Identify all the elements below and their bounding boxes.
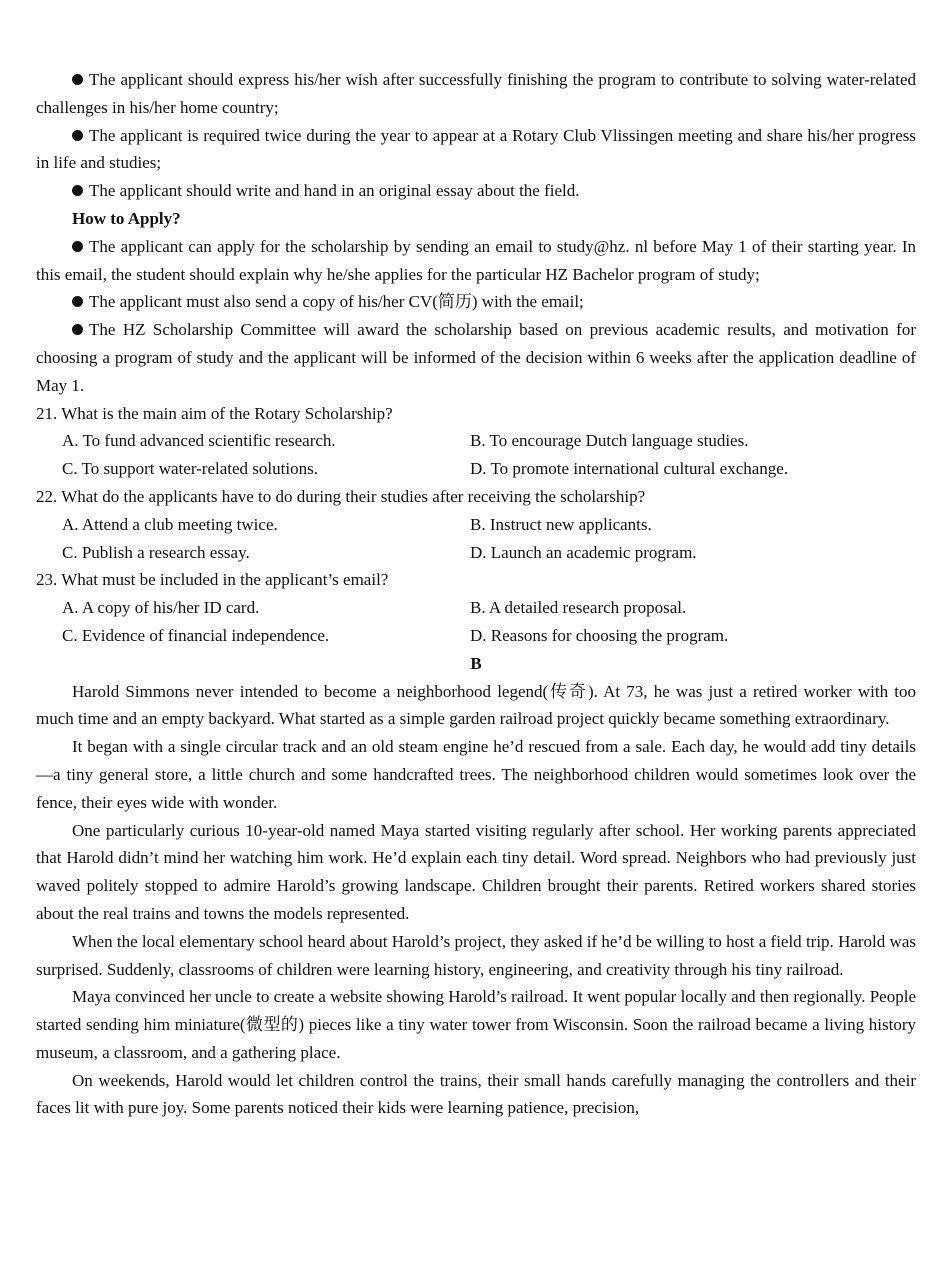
bullet-icon bbox=[72, 130, 83, 141]
option-a: A. Attend a club meeting twice. bbox=[62, 514, 278, 534]
option-d: D. To promote international cultural exchange. bbox=[470, 459, 789, 479]
bullet-icon bbox=[72, 241, 83, 252]
question-stem: 23. What must be included in the applicant’s email? bbox=[36, 570, 389, 590]
passage-paragraph: Maya convinced her uncle to create a website showing Harold’s railroad. It went popular locally and then regionally. People started sending him miniature(微型的) pieces like a tiny water tower from Wisconsin. Soon the railroad became a living history museum, a classroom, and a gathering place. bbox=[36, 987, 916, 1062]
option-b: B. A detailed research proposal. bbox=[470, 598, 687, 618]
bullet-icon bbox=[72, 296, 83, 307]
option-c: C. Evidence of financial independence. bbox=[62, 625, 330, 645]
option-b: B. To encourage Dutch language studies. bbox=[470, 431, 749, 451]
option-c: C. To support water-related solutions. bbox=[62, 459, 318, 479]
passage-paragraph: When the local elementary school heard about Harold’s project, they asked if he’d be willing to host a field trip. Harold was surprised. Suddenly, classrooms of children were learning history, engineering, and creativity through his tiny railroad. bbox=[36, 931, 916, 979]
option-a: A. A copy of his/her ID card. bbox=[62, 598, 260, 618]
apply-item: The applicant can apply for the scholarship by sending an email to study@hz. nl before May 1 of their starting year. In this email, the student should explain why he/she applies for the particular HZ Bachelor program of study; bbox=[36, 236, 916, 284]
requirements-list bbox=[36, 66, 916, 205]
question-stem: 21. What is the main aim of the Rotary Scholarship? bbox=[36, 403, 393, 423]
question-options bbox=[36, 511, 916, 567]
option-d: D. Launch an academic program. bbox=[470, 542, 697, 562]
question-options bbox=[36, 427, 916, 483]
bullet-icon bbox=[72, 185, 83, 196]
question-23 bbox=[36, 566, 916, 649]
option-b: B. Instruct new applicants. bbox=[470, 514, 652, 534]
requirement-item: The applicant should write and hand in an original essay about the field. bbox=[36, 177, 916, 205]
option-c: C. Publish a research essay. bbox=[62, 542, 250, 562]
question-22 bbox=[36, 483, 916, 566]
passage-paragraph: Harold Simmons never intended to become a neighborhood legend(传奇). At 73, he was just a retired worker with too much time and an empty backyard. What started as a simple garden railroad project quickly became something extraordinary. bbox=[36, 681, 916, 729]
question-options bbox=[36, 594, 916, 650]
option-d: D. Reasons for choosing the program. bbox=[470, 625, 729, 645]
requirement-item: The applicant is required twice during the year to appear at a Rotary Club Vlissingen meeting and share his/her progress in life and studies; bbox=[36, 125, 916, 173]
section-letter: B bbox=[470, 653, 482, 673]
apply-item: The applicant must also send a copy of his/her CV(简历) with the email; bbox=[36, 288, 916, 316]
apply-item: The HZ Scholarship Committee will award the scholarship based on previous academic results, and motivation for choosing a program of study and the applicant will be informed of the decision within 6 weeks after the application deadline of May 1. bbox=[36, 320, 916, 395]
bullet-icon bbox=[72, 324, 83, 335]
requirement-item: The applicant should express his/her wish after successfully finishing the program to contribute to solving water-related challenges in his/her home country; bbox=[36, 70, 916, 117]
option-a: A. To fund advanced scientific research. bbox=[62, 431, 336, 451]
passage-paragraph: One particularly curious 10-year-old named Maya started visiting regularly after school. Her working parents appreciated that Harold didn’t mind her watching him work. He’d explain each tiny detail. Word spread. Neighbors who had previously just waved politely stopped to admire Harold’s growing landscape. Children brought their parents. Retired workers shared stories about the real trains and towns the models represented. bbox=[36, 820, 916, 923]
passage-paragraph: It began with a single circular track and an old steam engine he’d rescued from a sale. Each day, he would add tiny details—a tiny general store, a little church and some handcrafted trees. The neighborhood children would sometimes look over the fence, their eyes wide with wonder. bbox=[36, 737, 916, 812]
question-21 bbox=[36, 400, 916, 483]
passage-b bbox=[36, 678, 916, 1123]
bullet-icon bbox=[72, 74, 83, 85]
how-to-apply-heading: How to Apply? bbox=[72, 208, 181, 228]
question-stem: 22. What do the applicants have to do during their studies after receiving the scholarship? bbox=[36, 486, 646, 506]
passage-paragraph: On weekends, Harold would let children control the trains, their small hands carefully managing the controllers and their faces lit with pure joy. Some parents noticed their kids were learning patience, precision, bbox=[36, 1070, 916, 1118]
how-to-apply-list bbox=[36, 233, 916, 400]
